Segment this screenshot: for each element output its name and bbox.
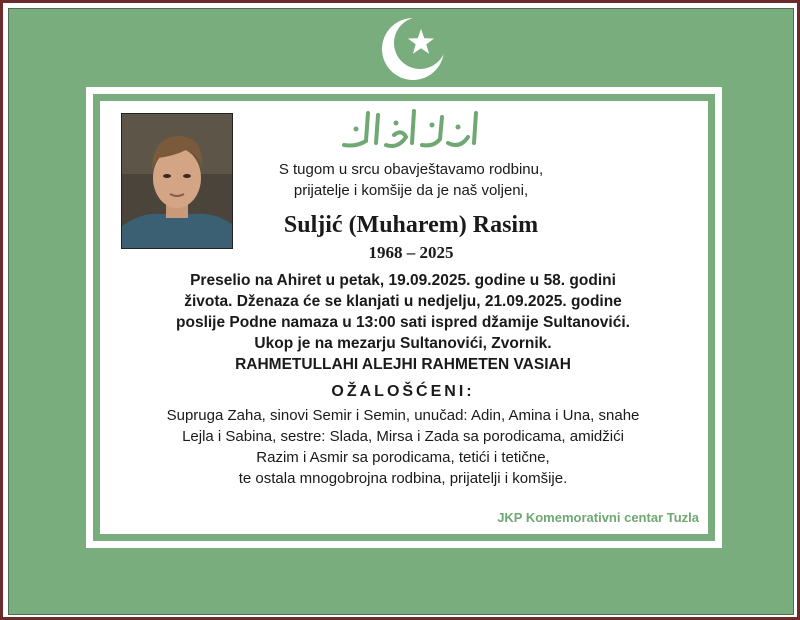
details-line: RAHMETULLAHI ALEJHI RAHMETEN VASIAH bbox=[235, 356, 571, 373]
arabic-calligraphy-inna-lillahi bbox=[336, 103, 486, 155]
life-years: 1968 – 2025 bbox=[368, 243, 454, 262]
deceased-name: Suljić (Muharem) Rasim bbox=[283, 212, 539, 238]
details-line: života. Dženaza će se klanjati u nedjelju, 21.09.2025. godine bbox=[184, 293, 622, 310]
intro-text bbox=[239, 159, 583, 201]
intro-line: prijatelje i komšije da je naš voljeni, bbox=[293, 182, 529, 199]
mourners-list bbox=[103, 405, 703, 489]
mourners-line: Razim i Asmir sa porodicama, tetići i tetične, bbox=[256, 449, 550, 466]
funeral-service-credit: JKP Komemorativni centar Tuzla bbox=[497, 510, 699, 525]
details-line: Preselio na Ahiret u petak, 19.09.2025. godine u 58. godini bbox=[190, 272, 616, 289]
mourners-heading: OŽALOŠĆENI: bbox=[331, 383, 475, 400]
crescent-and-star-icon bbox=[378, 13, 448, 83]
details-line: poslije Podne namaza u 13:00 sati ispred džamije Sultanovići. bbox=[176, 314, 630, 331]
portrait-photo bbox=[121, 113, 233, 249]
intro-line: S tugom u srcu obavještavamo rodbinu, bbox=[278, 161, 544, 178]
announcement-details bbox=[103, 270, 703, 375]
mourners-line: Lejla i Sabina, sestre: Slada, Mirsa i Zada sa porodicama, amidžići bbox=[182, 428, 624, 445]
mourners-line: te ostala mnogobrojna rodbina, prijatelji i komšije. bbox=[238, 470, 568, 487]
portrait-photo-image bbox=[122, 114, 232, 248]
details-line: Ukop je na mezarju Sultanovići, Zvornik. bbox=[254, 335, 552, 352]
mourners-line: Supruga Zaha, sinovi Semir i Semin, unučad: Adin, Amina i Una, snahe bbox=[166, 407, 640, 424]
